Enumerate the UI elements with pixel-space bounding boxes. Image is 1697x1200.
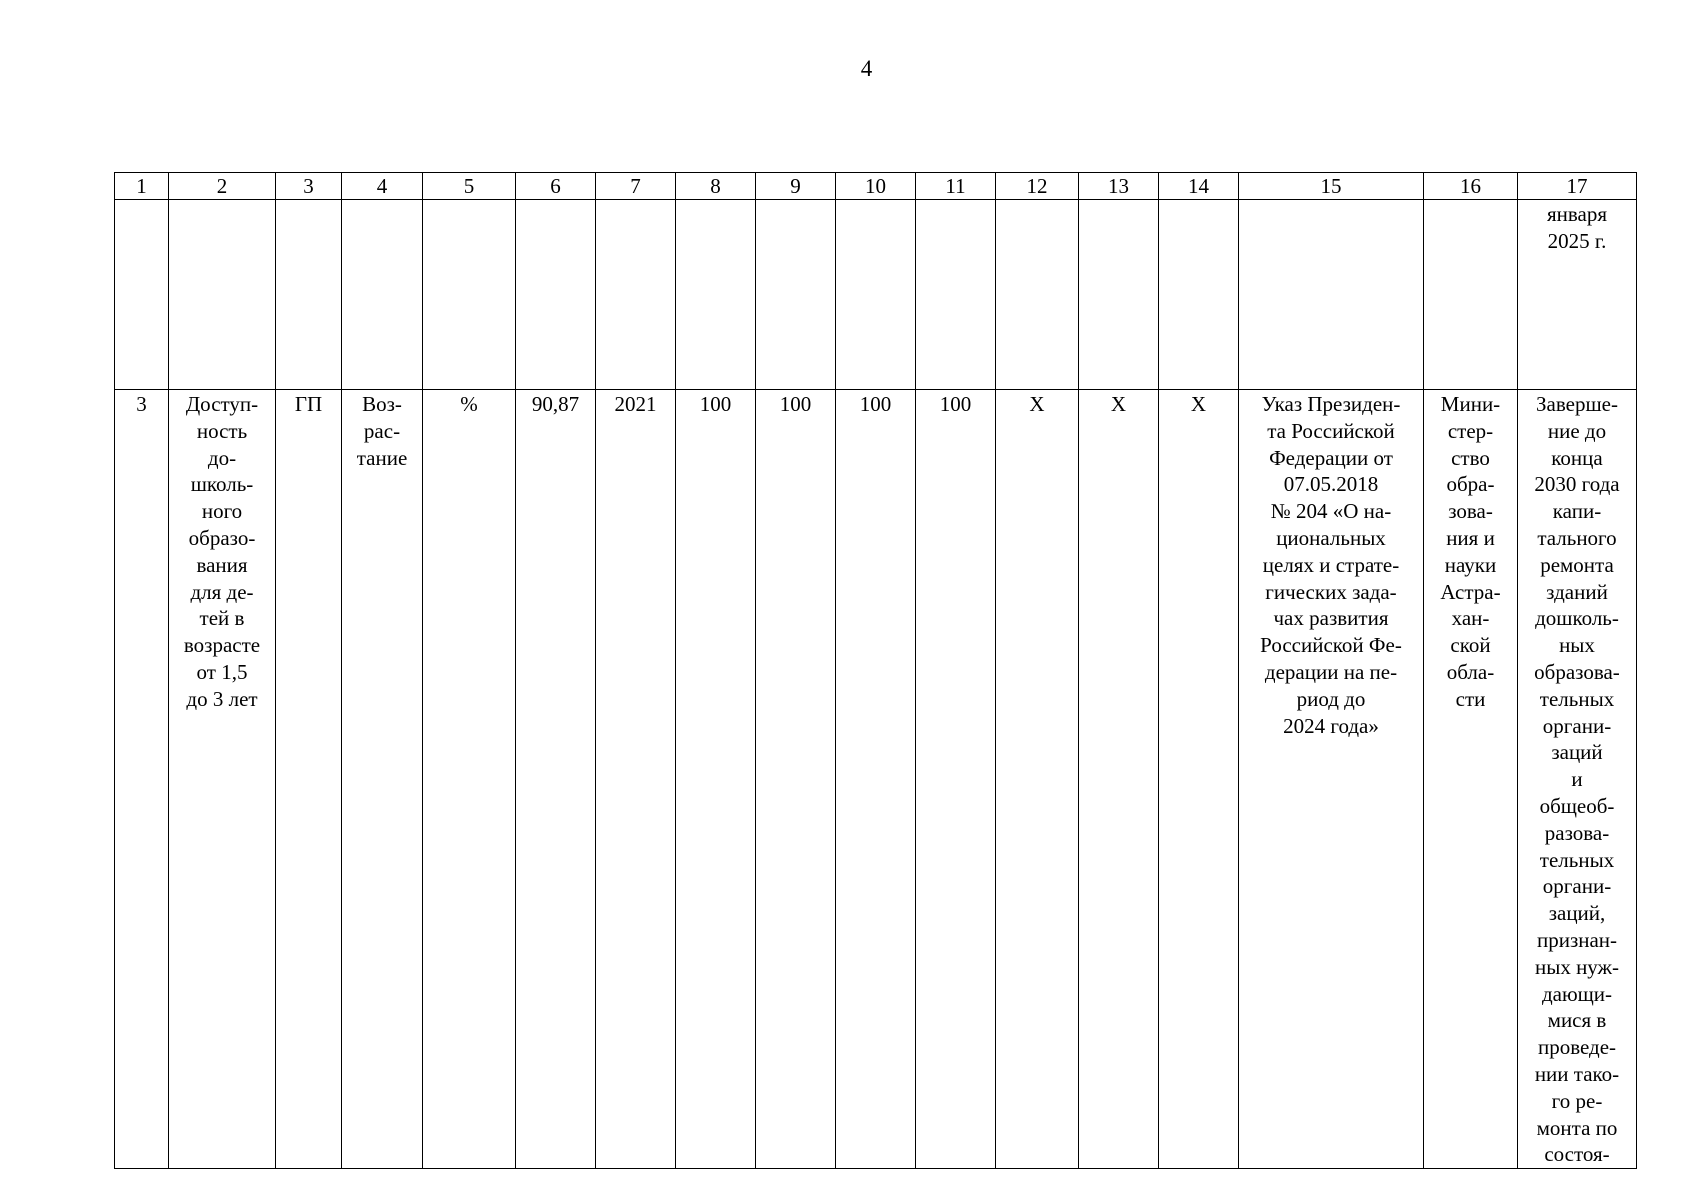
text-line: целях и страте- xyxy=(1262,552,1400,577)
column-number: 2 xyxy=(169,173,276,200)
text-line: рас- xyxy=(363,418,401,443)
text-line: хан- xyxy=(1451,606,1490,631)
text-line: гических зада- xyxy=(1265,579,1397,604)
text-line: ство xyxy=(1451,445,1490,470)
goal-text xyxy=(1521,391,1633,1168)
text-line: дерации на пе- xyxy=(1264,659,1398,684)
target-value: 100 xyxy=(916,390,996,1169)
goal-cell xyxy=(1518,390,1637,1169)
indicator-name xyxy=(172,391,272,713)
text-line: ской xyxy=(1450,633,1491,658)
text-line: ного xyxy=(201,499,243,524)
text-line: № 204 «О на- xyxy=(1270,499,1392,524)
text-line: Указ Президен- xyxy=(1261,392,1401,416)
text-line: конца xyxy=(1551,445,1603,470)
text-line: образова- xyxy=(1534,659,1620,684)
text-line: обла- xyxy=(1446,659,1495,684)
base-year: 2021 xyxy=(596,390,676,1169)
table-row xyxy=(115,390,1637,1169)
text-line: го ре- xyxy=(1551,1088,1603,1113)
placeholder-mark: Х xyxy=(996,390,1079,1169)
text-line: Воз- xyxy=(362,392,402,416)
responsible-cell xyxy=(1424,390,1518,1169)
responsible-text xyxy=(1427,391,1514,713)
text-line: монта по xyxy=(1536,1115,1618,1140)
column-number: 16 xyxy=(1424,173,1518,200)
text-line: органи- xyxy=(1542,713,1612,738)
text-line: до- xyxy=(207,445,237,470)
text-line: 2024 года» xyxy=(1283,713,1379,738)
text-line: Астра- xyxy=(1440,579,1501,604)
text-line: Доступ- xyxy=(185,392,259,416)
column-number: 8 xyxy=(676,173,756,200)
text-line: Заверше- xyxy=(1536,392,1618,416)
text-line: признан- xyxy=(1536,927,1618,952)
column-number: 17 xyxy=(1518,173,1637,200)
text-line: состоя- xyxy=(1544,1142,1610,1167)
text-line: зова- xyxy=(1448,499,1493,524)
placeholder-mark: Х xyxy=(1079,390,1159,1169)
column-number: 15 xyxy=(1239,173,1424,200)
deadline-text xyxy=(1521,201,1633,255)
column-number-row xyxy=(115,173,1637,200)
legal-basis-text xyxy=(1242,391,1420,739)
column-number: 7 xyxy=(596,173,676,200)
text-line: вания xyxy=(196,552,248,577)
legal-basis-cell xyxy=(1239,390,1424,1169)
text-line: ния и xyxy=(1446,525,1495,550)
text-line: школь- xyxy=(190,472,254,497)
text-line: и xyxy=(1571,767,1583,792)
text-line: возрасте xyxy=(183,633,261,658)
text-line: 2030 года xyxy=(1534,472,1620,497)
text-line: науки xyxy=(1444,552,1497,577)
text-line: ных нуж- xyxy=(1534,954,1620,979)
text-line: дающи- xyxy=(1541,981,1613,1006)
text-line: зданий xyxy=(1546,579,1608,604)
trend-cell xyxy=(342,390,423,1169)
text-line: заций xyxy=(1551,740,1603,765)
target-value: 100 xyxy=(756,390,836,1169)
indicator-name-cell xyxy=(169,390,276,1169)
continuation-row xyxy=(115,200,1637,390)
text-line: тание xyxy=(356,445,408,470)
page-number: 4 xyxy=(860,56,873,81)
text-line: ных xyxy=(1559,633,1595,658)
text-line: циональных xyxy=(1276,525,1386,550)
text-line: сти xyxy=(1455,686,1486,711)
text-line: тельных xyxy=(1539,686,1615,711)
row-number: 3 xyxy=(115,390,169,1169)
text-line: та Российской xyxy=(1267,418,1395,443)
deadline-cell xyxy=(1518,200,1637,390)
text-line: органи- xyxy=(1542,874,1612,899)
column-number: 4 xyxy=(342,173,423,200)
text-line: разова- xyxy=(1544,820,1610,845)
text-line: тального xyxy=(1537,525,1617,550)
text-line: дошколь- xyxy=(1535,606,1619,631)
column-number: 6 xyxy=(516,173,596,200)
indicator-table xyxy=(114,172,1637,1169)
trend-text xyxy=(345,391,419,471)
unit: % xyxy=(423,390,516,1169)
text-line: Мини- xyxy=(1440,392,1501,416)
text-line: капи- xyxy=(1552,499,1602,524)
target-value: 100 xyxy=(676,390,756,1169)
text-line: образо- xyxy=(188,525,256,550)
column-number: 11 xyxy=(916,173,996,200)
text-line: от 1,5 xyxy=(196,659,248,684)
text-line: риод до xyxy=(1296,686,1366,711)
target-value: 100 xyxy=(836,390,916,1169)
indicator-level: ГП xyxy=(276,390,342,1169)
text-line: Федерации от xyxy=(1269,445,1393,470)
column-number: 13 xyxy=(1079,173,1159,200)
text-line: проведе- xyxy=(1537,1035,1617,1060)
text-line: нии тако- xyxy=(1534,1061,1620,1086)
text-line: для де- xyxy=(190,579,254,604)
text-line: обра- xyxy=(1446,472,1495,497)
text-line: ние до xyxy=(1547,418,1607,443)
column-number: 1 xyxy=(115,173,169,200)
text-line: стер- xyxy=(1447,418,1494,443)
text-line: ремонта xyxy=(1540,552,1614,577)
text-line: 07.05.2018 xyxy=(1283,472,1379,497)
placeholder-mark: Х xyxy=(1159,390,1239,1169)
text-line: мися в xyxy=(1547,1008,1607,1033)
text-line: заций, xyxy=(1548,901,1606,926)
text-line: января xyxy=(1546,202,1608,226)
column-number: 12 xyxy=(996,173,1079,200)
text-line: Российской Фе- xyxy=(1260,633,1402,658)
text-line: общеоб- xyxy=(1539,793,1615,818)
text-line: 2025 г. xyxy=(1547,228,1607,253)
text-line: ность xyxy=(196,418,248,443)
column-number: 14 xyxy=(1159,173,1239,200)
column-number: 10 xyxy=(836,173,916,200)
column-number: 9 xyxy=(756,173,836,200)
base-value: 90,87 xyxy=(516,390,596,1169)
text-line: тей в xyxy=(199,606,245,631)
column-number: 5 xyxy=(423,173,516,200)
column-number: 3 xyxy=(276,173,342,200)
text-line: чах развития xyxy=(1273,606,1389,631)
text-line: тельных xyxy=(1539,847,1615,872)
text-line: до 3 лет xyxy=(186,686,258,711)
